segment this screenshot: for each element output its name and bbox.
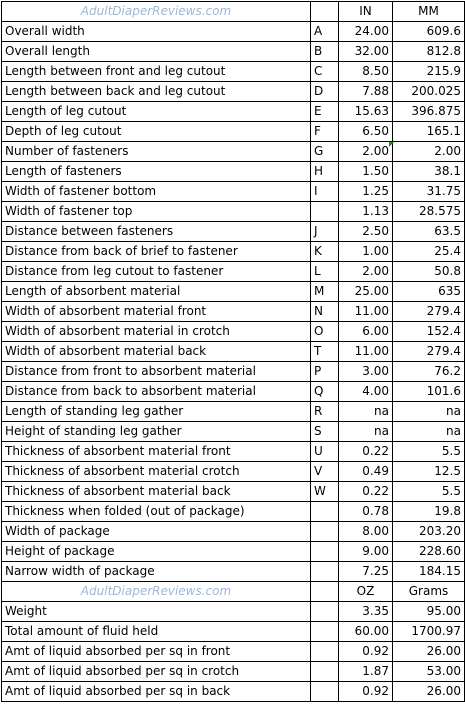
dimension-inches: 3.00 bbox=[339, 362, 393, 382]
dimension-millimeters: 215.9 bbox=[393, 62, 465, 82]
dimension-inches: 2.00 bbox=[339, 262, 393, 282]
weight-code-cell bbox=[311, 622, 339, 642]
dimension-millimeters: 12.5 bbox=[393, 462, 465, 482]
dimension-row bbox=[2, 242, 465, 262]
dimension-inches: 8.00 bbox=[339, 522, 393, 542]
dimension-label: Width of absorbent material back bbox=[2, 342, 311, 362]
weight-code-cell bbox=[311, 682, 339, 702]
dimension-millimeters: 25.4 bbox=[393, 242, 465, 262]
dimension-code: A bbox=[311, 22, 339, 42]
dimension-millimeters: 31.75 bbox=[393, 182, 465, 202]
dimension-label: Length of leg cutout bbox=[2, 102, 311, 122]
dimension-label: Width of absorbent material front bbox=[2, 302, 311, 322]
dimension-code: J bbox=[311, 222, 339, 242]
weight-row bbox=[2, 642, 465, 662]
weight-grams: 1700.97 bbox=[393, 622, 465, 642]
weight-label: Total amount of fluid held bbox=[2, 622, 311, 642]
weight-code-cell bbox=[311, 662, 339, 682]
weight-row bbox=[2, 602, 465, 622]
dimension-row bbox=[2, 462, 465, 482]
dimension-inches: 4.00 bbox=[339, 382, 393, 402]
dimension-label: Length of standing leg gather bbox=[2, 402, 311, 422]
dimension-millimeters: na bbox=[393, 402, 465, 422]
dimension-inches: 1.00 bbox=[339, 242, 393, 262]
weight-label: Amt of liquid absorbed per sq in crotch bbox=[2, 662, 311, 682]
dimension-label: Distance from back of brief to fastener bbox=[2, 242, 311, 262]
dimension-row bbox=[2, 102, 465, 122]
specification-table bbox=[1, 1, 465, 702]
dimension-code: F bbox=[311, 122, 339, 142]
dimension-label: Thickness when folded (out of package) bbox=[2, 502, 311, 522]
dimension-code bbox=[311, 542, 339, 562]
dimension-millimeters: 50.8 bbox=[393, 262, 465, 282]
dimension-millimeters: 609.6 bbox=[393, 22, 465, 42]
comment-indicator-icon bbox=[389, 142, 394, 147]
dimension-millimeters: 635 bbox=[393, 282, 465, 302]
weight-row bbox=[2, 662, 465, 682]
dimension-millimeters: 5.5 bbox=[393, 442, 465, 462]
dimension-code: S bbox=[311, 422, 339, 442]
dimension-label: Length between front and leg cutout bbox=[2, 62, 311, 82]
dimension-code: V bbox=[311, 462, 339, 482]
dimension-label: Height of package bbox=[2, 542, 311, 562]
dimension-inches: 0.49 bbox=[339, 462, 393, 482]
dimension-row bbox=[2, 502, 465, 522]
dimension-inches: 11.00 bbox=[339, 342, 393, 362]
dimension-row bbox=[2, 402, 465, 422]
dimension-inches: 6.00 bbox=[339, 322, 393, 342]
dimension-label: Width of fastener bottom bbox=[2, 182, 311, 202]
dimension-row bbox=[2, 442, 465, 462]
dimension-row bbox=[2, 362, 465, 382]
dimension-millimeters: 38.1 bbox=[393, 162, 465, 182]
dimension-row bbox=[2, 222, 465, 242]
weight-row bbox=[2, 622, 465, 642]
dimension-inches: 25.00 bbox=[339, 282, 393, 302]
dimension-label: Distance from back to absorbent material bbox=[2, 382, 311, 402]
dimension-millimeters: 279.4 bbox=[393, 342, 465, 362]
dimension-inches: 1.50 bbox=[339, 162, 393, 182]
dimension-row bbox=[2, 202, 465, 222]
dimension-inches: 2.00 bbox=[339, 142, 393, 162]
code-header-cell bbox=[311, 2, 339, 22]
dimension-code: B bbox=[311, 42, 339, 62]
dimension-row bbox=[2, 22, 465, 42]
dimension-millimeters: 76.2 bbox=[393, 362, 465, 382]
millimeters-column-header: MM bbox=[393, 2, 465, 22]
dimension-code: T bbox=[311, 342, 339, 362]
dimension-millimeters: 396.875 bbox=[393, 102, 465, 122]
dimensions-header-row bbox=[2, 2, 465, 22]
dimension-row bbox=[2, 422, 465, 442]
weight-ounces: 3.35 bbox=[339, 602, 393, 622]
dimension-millimeters: na bbox=[393, 422, 465, 442]
dimension-millimeters: 203.20 bbox=[393, 522, 465, 542]
dimension-label: Distance from leg cutout to fastener bbox=[2, 262, 311, 282]
dimension-inches: 0.78 bbox=[339, 502, 393, 522]
dimension-row bbox=[2, 262, 465, 282]
dimension-inches: 7.88 bbox=[339, 82, 393, 102]
dimension-row bbox=[2, 162, 465, 182]
dimension-code bbox=[311, 502, 339, 522]
dimension-millimeters: 165.1 bbox=[393, 122, 465, 142]
dimension-row bbox=[2, 302, 465, 322]
dimension-label: Thickness of absorbent material crotch bbox=[2, 462, 311, 482]
weight-ounces: 0.92 bbox=[339, 682, 393, 702]
dimension-label: Length of absorbent material bbox=[2, 282, 311, 302]
dimension-row bbox=[2, 542, 465, 562]
dimension-code: O bbox=[311, 322, 339, 342]
weight-grams: 26.00 bbox=[393, 682, 465, 702]
dimension-label: Width of absorbent material in crotch bbox=[2, 322, 311, 342]
weight-ounces: 60.00 bbox=[339, 622, 393, 642]
dimension-code: G bbox=[311, 142, 339, 162]
dimension-row bbox=[2, 142, 465, 162]
dimension-millimeters: 228.60 bbox=[393, 542, 465, 562]
dimension-code: M bbox=[311, 282, 339, 302]
dimension-label: Number of fasteners bbox=[2, 142, 311, 162]
dimension-inches: 2.50 bbox=[339, 222, 393, 242]
grams-column-header: Grams bbox=[393, 582, 465, 602]
weight-label: Amt of liquid absorbed per sq in back bbox=[2, 682, 311, 702]
dimension-inches: 7.25 bbox=[339, 562, 393, 582]
weight-label: Amt of liquid absorbed per sq in front bbox=[2, 642, 311, 662]
weight-code-cell bbox=[311, 602, 339, 622]
dimension-inches: 24.00 bbox=[339, 22, 393, 42]
dimension-label: Distance between fasteners bbox=[2, 222, 311, 242]
dimension-label: Height of standing leg gather bbox=[2, 422, 311, 442]
weight-row bbox=[2, 682, 465, 702]
spec-sheet bbox=[1, 1, 464, 702]
dimension-millimeters: 2.00 bbox=[393, 142, 465, 162]
dimension-code: D bbox=[311, 82, 339, 102]
weights-header-row bbox=[2, 582, 465, 602]
dimension-millimeters: 28.575 bbox=[393, 202, 465, 222]
dimension-label: Overall width bbox=[2, 22, 311, 42]
dimension-label: Thickness of absorbent material front bbox=[2, 442, 311, 462]
weight-grams: 53.00 bbox=[393, 662, 465, 682]
dimension-code: Q bbox=[311, 382, 339, 402]
dimension-code: K bbox=[311, 242, 339, 262]
dimension-code: U bbox=[311, 442, 339, 462]
dimension-row bbox=[2, 182, 465, 202]
dimension-inches: 0.22 bbox=[339, 442, 393, 462]
dimension-code bbox=[311, 522, 339, 542]
dimension-millimeters: 5.5 bbox=[393, 482, 465, 502]
dimension-code bbox=[311, 562, 339, 582]
weight-ounces: 0.92 bbox=[339, 642, 393, 662]
dimension-row bbox=[2, 282, 465, 302]
dimension-label: Narrow width of package bbox=[2, 562, 311, 582]
dimension-inches: na bbox=[339, 402, 393, 422]
dimension-inches: 1.25 bbox=[339, 182, 393, 202]
dimension-inches: 11.00 bbox=[339, 302, 393, 322]
dimension-millimeters: 279.4 bbox=[393, 302, 465, 322]
dimension-label: Thickness of absorbent material back bbox=[2, 482, 311, 502]
ounces-column-header: OZ bbox=[339, 582, 393, 602]
code-header-cell bbox=[311, 582, 339, 602]
dimension-millimeters: 152.4 bbox=[393, 322, 465, 342]
dimension-label: Width of fastener top bbox=[2, 202, 311, 222]
weight-label: Weight bbox=[2, 602, 311, 622]
dimension-millimeters: 101.6 bbox=[393, 382, 465, 402]
dimension-code: I bbox=[311, 182, 339, 202]
dimension-inches: 15.63 bbox=[339, 102, 393, 122]
dimension-row bbox=[2, 562, 465, 582]
dimension-millimeters: 63.5 bbox=[393, 222, 465, 242]
dimension-code: L bbox=[311, 262, 339, 282]
dimension-code bbox=[311, 202, 339, 222]
weight-grams: 26.00 bbox=[393, 642, 465, 662]
weight-grams: 95.00 bbox=[393, 602, 465, 622]
dimension-code: R bbox=[311, 402, 339, 422]
dimension-millimeters: 200.025 bbox=[393, 82, 465, 102]
inches-column-header: IN bbox=[339, 2, 393, 22]
brand-watermark: AdultDiaperReviews.com bbox=[2, 2, 311, 22]
brand-watermark: AdultDiaperReviews.com bbox=[2, 582, 311, 602]
dimension-code: N bbox=[311, 302, 339, 322]
dimension-row bbox=[2, 322, 465, 342]
dimension-inches: 8.50 bbox=[339, 62, 393, 82]
dimension-millimeters: 19.8 bbox=[393, 502, 465, 522]
dimension-millimeters: 184.15 bbox=[393, 562, 465, 582]
dimension-row bbox=[2, 82, 465, 102]
dimension-label: Overall length bbox=[2, 42, 311, 62]
dimension-inches: 32.00 bbox=[339, 42, 393, 62]
dimension-row bbox=[2, 62, 465, 82]
dimension-code: E bbox=[311, 102, 339, 122]
dimension-code: C bbox=[311, 62, 339, 82]
dimension-row bbox=[2, 42, 465, 62]
dimension-label: Distance from front to absorbent material bbox=[2, 362, 311, 382]
dimension-code: H bbox=[311, 162, 339, 182]
dimension-millimeters: 812.8 bbox=[393, 42, 465, 62]
dimension-row bbox=[2, 522, 465, 542]
dimension-label: Length between back and leg cutout bbox=[2, 82, 311, 102]
dimension-inches: 1.13 bbox=[339, 202, 393, 222]
dimension-inches: 9.00 bbox=[339, 542, 393, 562]
dimension-row bbox=[2, 342, 465, 362]
dimension-row bbox=[2, 482, 465, 502]
dimension-inches: na bbox=[339, 422, 393, 442]
dimension-label: Depth of leg cutout bbox=[2, 122, 311, 142]
dimension-row bbox=[2, 382, 465, 402]
dimension-row bbox=[2, 122, 465, 142]
dimension-label: Width of package bbox=[2, 522, 311, 542]
dimension-code: P bbox=[311, 362, 339, 382]
dimension-inches: 6.50 bbox=[339, 122, 393, 142]
weight-ounces: 1.87 bbox=[339, 662, 393, 682]
dimension-label: Length of fasteners bbox=[2, 162, 311, 182]
dimension-inches: 0.22 bbox=[339, 482, 393, 502]
weight-code-cell bbox=[311, 642, 339, 662]
dimension-code: W bbox=[311, 482, 339, 502]
